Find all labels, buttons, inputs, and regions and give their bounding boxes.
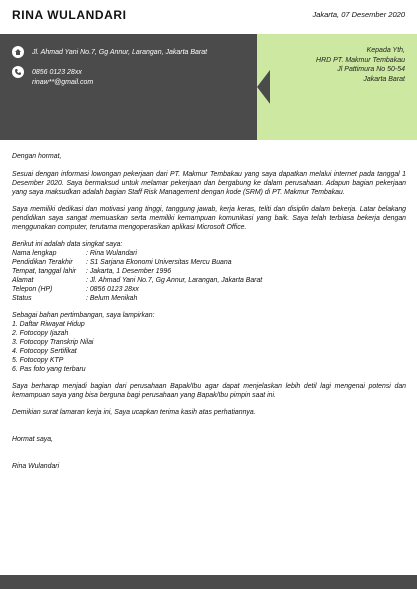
data-label: Nama lengkap (12, 250, 57, 257)
contact-phone-email-row (12, 68, 207, 89)
data-row (12, 258, 406, 267)
data-value: : 0856 0123 28xx (86, 286, 139, 293)
data-row (12, 249, 406, 258)
recipient-line-1: Kepada Yth, (366, 47, 405, 54)
contact-address-row (12, 48, 207, 59)
contact-info (12, 48, 207, 98)
data-value: : Rina Wulandari (86, 250, 137, 257)
letter-header (0, 0, 417, 34)
data-row (12, 285, 406, 294)
attachment-item: 2. Fotocopy Ijazah (12, 330, 69, 337)
paragraph-1: Sesuai dengan informasi lowongan pekerjaan dari PT. Makmur Tembakau yang saya dapatkan melalui internet pada tanggal 1 Desember 2020. Saya bermaksud untuk melamar pekerjaan dan bergabung ke dalam perusahaan. Adapun bagian pekerjaan yang saya maksudkan adalah bagian Staff Risk Management dengan kode (SRM) di PT. Makmur Tembakau. (12, 171, 406, 196)
data-value: : Belum Menikah (86, 295, 138, 302)
attachment-item: 1. Daftar Riwayat Hidup (12, 321, 85, 328)
greeting: Dengan hormat, (12, 153, 62, 160)
applicant-name: RINA WULANDARI (12, 8, 127, 22)
attachments-list (12, 320, 406, 374)
data-intro: Berikut ini adalah data singkat saya: (12, 241, 123, 248)
paragraph-2: Saya memiliki dedikasi dan motivasi yang tinggi, tanggung jawab, kerja keras, teliti dan disiplin dalam bekerja. Latar belakang pendidikan saya sangat memuaskan serta memiliki kemampuan komunikasi yang baik. Saya telah terbiasa bekerja dengan menggunakan computer, terutama mengoperasikan aplikasi Microsoft Office. (12, 206, 406, 231)
recipient-line-4: Jakarta Barat (363, 75, 405, 83)
closing: Hormat saya, (12, 436, 53, 443)
letter-date: Jakarta, 07 Desember 2020 (312, 10, 405, 19)
signature-name: Rina Wulandari (12, 463, 60, 470)
attachment-item: 4. Fotocopy Sertifikat (12, 348, 77, 355)
data-value: : Jl. Ahmad Yani No.7, Gg Annur, Larangan, Jakarta Barat (86, 277, 263, 284)
paragraph-3: Saya berharap menjadi bagian dari perusahaan Bapak/Ibu agar dapat menjelaskan lebih detil lagi mengenai potensi dan kemampuan saya yang bisa berguna bagi perusahaan yang Bapak/Ibu pimpin saat ini. (12, 383, 406, 399)
attachment-item: 6. Pas foto yang terbaru (12, 366, 86, 373)
recipient-block (316, 46, 405, 84)
attachment-item: 5. Fotocopy KTP (12, 357, 64, 364)
recipient-line-3: Jl Pattimura No 50-54 (337, 66, 405, 73)
data-row (12, 294, 406, 303)
data-value: : S1 Sarjana Ekonomi Universitas Mercu Buana (86, 259, 232, 266)
data-label: Telepon (HP) (12, 286, 53, 293)
attachment-item: 3. Fotocopy Transkrip Nilai (12, 339, 94, 346)
recipient-line-2: HRD PT. Makmur Tembakau (316, 56, 405, 64)
data-value: : Jakarta, 1 Desember 1996 (86, 268, 172, 275)
phone-icon (12, 66, 24, 78)
data-label: Tempat, tanggal lahir (12, 268, 77, 275)
letter-body (12, 152, 406, 479)
contact-phone: 0856 0123 28xx (32, 68, 82, 76)
data-label: Status (12, 295, 32, 302)
applicant-data (12, 249, 406, 303)
data-label: Alamat (12, 277, 34, 284)
data-row (12, 276, 406, 285)
data-label: Pendidikan Terakhir (12, 259, 73, 266)
contact-address: Jl. Ahmad Yani No.7, Gg Annur, Larangan, Jakarta Barat (32, 49, 208, 56)
attachments-intro: Sebagai bahan pertimbangan, saya lampirkan: (12, 312, 155, 319)
home-icon (12, 46, 24, 58)
contact-band (0, 34, 417, 140)
paragraph-4: Demikian surat lamaran kerja ini, Saya ucapkan terima kasih atas perhatiannya. (12, 409, 256, 416)
data-row (12, 267, 406, 276)
contact-email: rinaw**@gmail.com (32, 79, 94, 86)
footer-bar (0, 575, 417, 589)
